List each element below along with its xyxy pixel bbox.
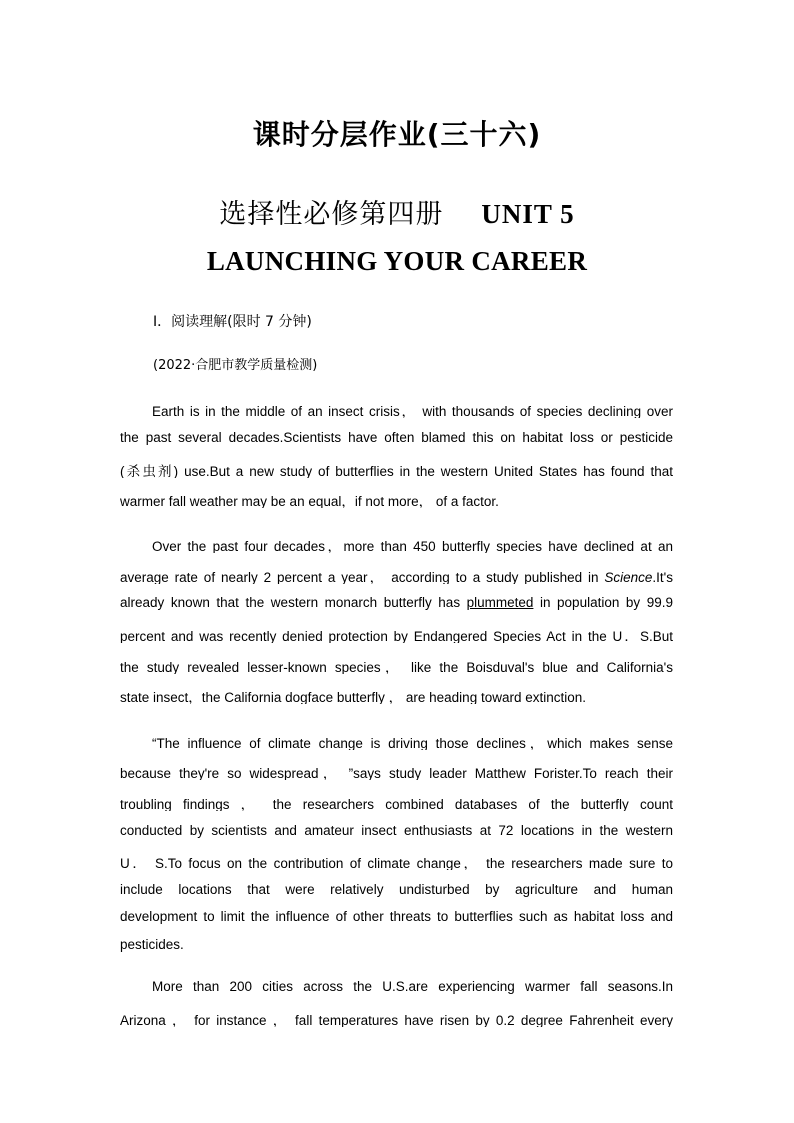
- section-heading: Ⅰ．阅读理解(限时 7 分钟): [153, 314, 312, 330]
- line-text: .It's: [652, 570, 673, 584]
- paragraph-line: “The influence of climate change is driving those declines，which makes sense: [152, 736, 673, 750]
- line-text: already known that the western monarch butterfly has: [120, 595, 467, 610]
- line-text: average rate of nearly 2 percent a year， according to a study published in: [120, 570, 605, 584]
- paragraph-line: state insect，the California dogface butterfly ， are heading toward extinction.: [120, 690, 587, 704]
- paragraph-line: U． S.To focus on the contribution of climate change， the researchers made sure to: [120, 856, 673, 870]
- paragraph-line: troubling findings ， the researchers combined databases of the butterfly count: [120, 797, 673, 811]
- paragraph-line: because they're so widespread， ”says study leader Matthew Forister.To reach their: [120, 766, 673, 780]
- underlined-word: plummeted: [466, 595, 534, 610]
- unit-name: LAUNCHING YOUR CAREER: [206, 246, 588, 276]
- unit-number: UNIT 5: [481, 199, 575, 229]
- paragraph-line: [120, 595, 673, 613]
- paragraph-line: pesticides.: [120, 937, 184, 952]
- paragraph-line: Earth is in the middle of an insect crisis， with thousands of species declining over: [152, 404, 673, 418]
- source-note: (2022·合肥市教学质量检测): [153, 358, 318, 373]
- journal-name: Science: [604, 570, 653, 584]
- paragraph-line: include locations that were relatively undisturbed by agriculture and human: [120, 882, 673, 897]
- paragraph-line: More than 200 cities across the U.S.are experiencing warmer fall seasons.In: [152, 979, 673, 994]
- paragraph-line: percent and was recently denied protection by Endangered Species Act in the U．S.But: [120, 629, 673, 643]
- paragraph-line: Arizona ， for instance ， fall temperatures have risen by 0.2 degree Fahrenheit every: [120, 1013, 673, 1027]
- paragraph-line: the study revealed lesser-known species， like the Boisduval's blue and California's: [120, 660, 673, 674]
- paragraph-line: Over the past four decades，more than 450 butterfly species have declined at an: [152, 539, 673, 553]
- paragraph-line: development to limit the influence of other threats to butterflies such as habitat loss and: [120, 909, 673, 924]
- paragraph-line: warmer fall weather may be an equal，if not more， of a factor.: [120, 494, 499, 508]
- paragraph-line: the past several decades.Scientists have often blamed this on habitat loss or pesticide: [120, 430, 673, 445]
- paragraph-line: [120, 566, 673, 584]
- book-unit-heading: [0, 192, 794, 231]
- paragraph-line: conducted by scientists and amateur insect enthusiasts at 72 locations in the western: [120, 823, 673, 838]
- book-name: 选择性必修第四册: [219, 199, 444, 230]
- line-text: in population by 99.9: [533, 595, 673, 610]
- page-title: 课时分层作业(三十六): [252, 118, 542, 151]
- paragraph-line: (杀虫剂) use.But a new study of butterflies in the western United States has found that: [120, 464, 673, 478]
